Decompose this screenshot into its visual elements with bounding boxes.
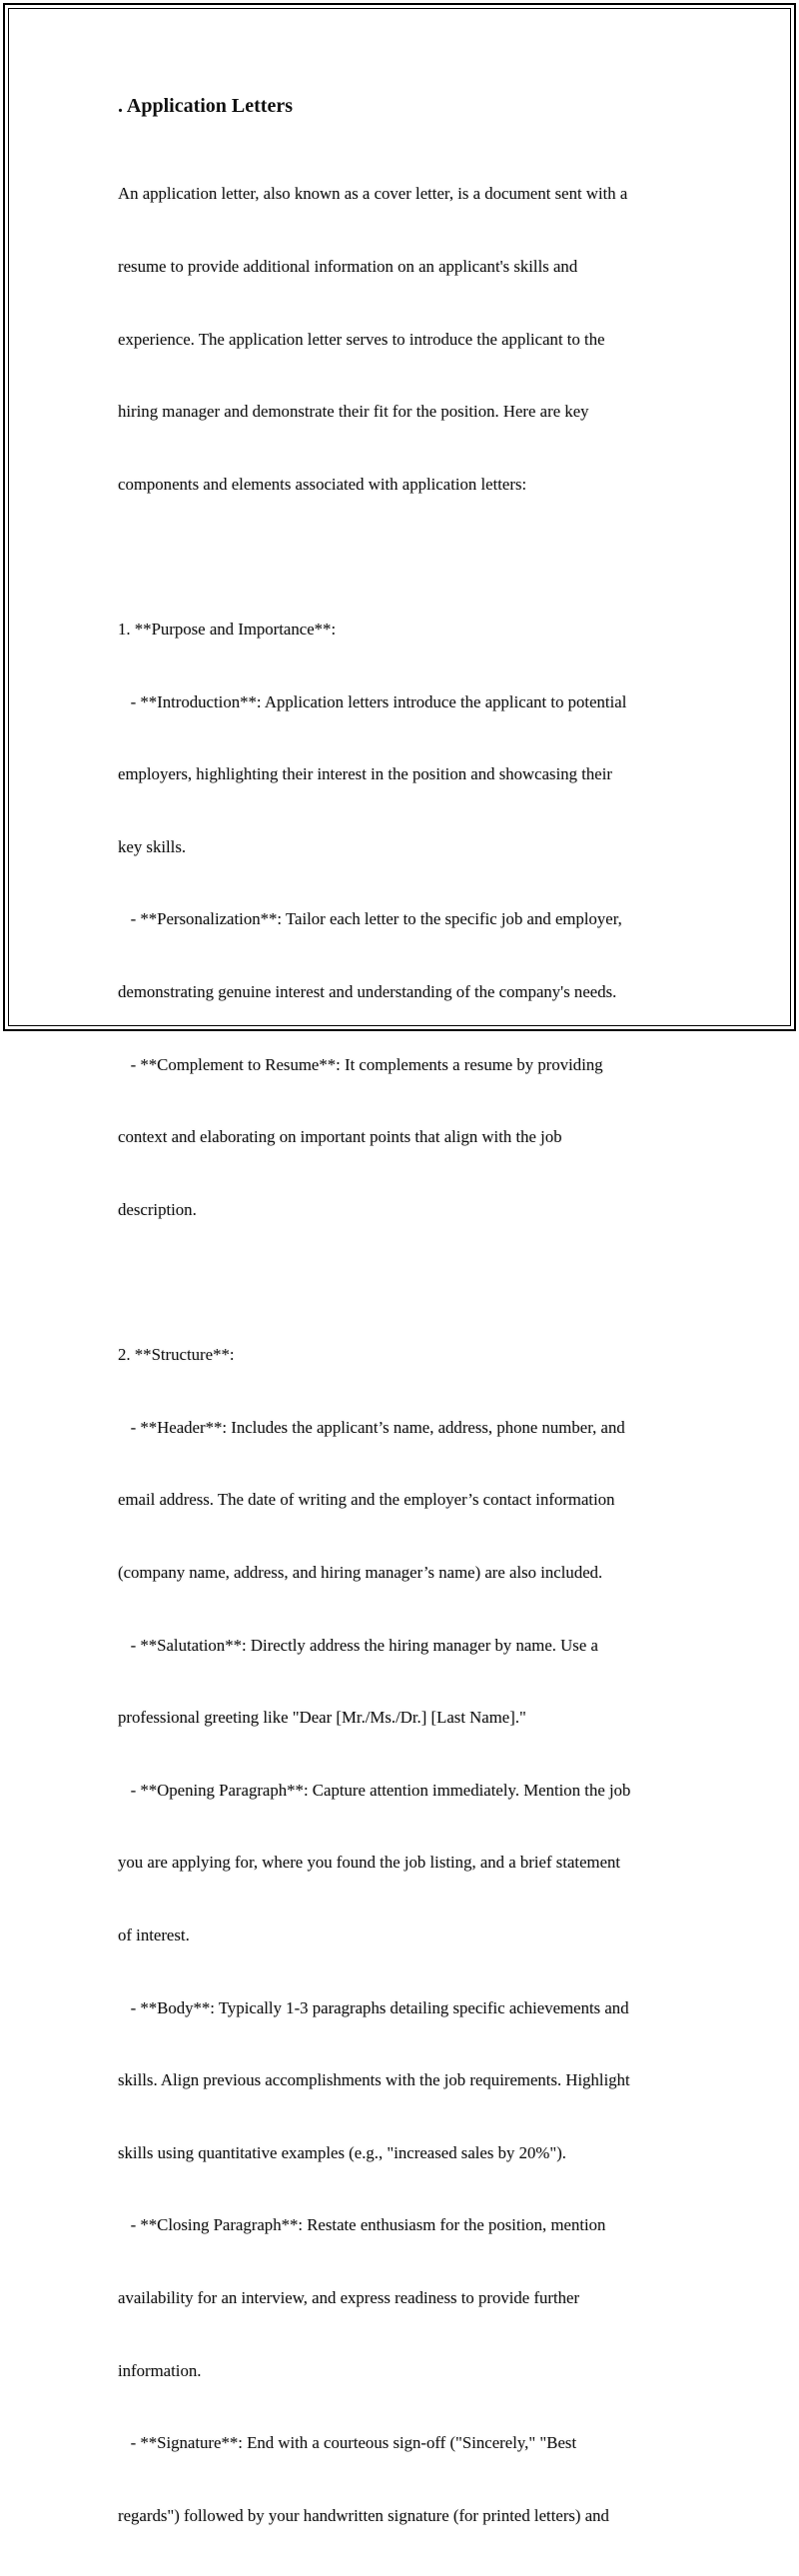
text-line: - **Complement to Resume**: It complements a resume by providing [118,1054,603,1074]
blank-line [118,1271,687,1295]
text-line: you are applying for, where you found the job listing, and a brief statement [118,1853,621,1873]
document-text [118,134,687,2576]
text-line: professional greeting like "Dear [Mr./Ms./Dr.] [Last Name]." [118,1708,526,1728]
text-line: - **Salutation**: Directly address the hiring manager by name. Use a [118,1635,598,1655]
text-line: key skills. [118,836,187,856]
text-line: description. [118,1199,197,1219]
text-line: - **Signature**: End with a courteous sign-off ("Sincerely," "Best [118,2433,577,2453]
text-line: - **Introduction**: Application letters introduce the applicant to potential [118,691,627,711]
text-line: - **Body**: Typically 1-3 paragraphs detailing specific achievements and [118,1997,629,2017]
text-line: information. [118,2360,202,2380]
list-heading: 1. **Purpose and Importance**: [118,620,337,640]
blank-line [118,545,687,569]
text-line: - **Personalization**: Tailor each letter to the specific job and employer, [118,909,622,929]
document-body [118,92,687,2576]
text-line: availability for an interview, and express readiness to provide further [118,2288,580,2308]
text-line: employers, highlighting their interest in the position and showcasing their [118,764,612,784]
text-line: - **Opening Paragraph**: Capture attention immediately. Mention the job [118,1780,631,1800]
text-line: (company name, address, and hiring manager’s name) are also included. [118,1562,603,1582]
text-line: context and elaborating on important points that align with the job [118,1127,562,1147]
text-line: experience. The application letter serves to introduce the applicant to the [118,329,605,349]
text-line: - **Header**: Includes the applicant’s name, address, phone number, and [118,1417,625,1437]
text-line: skills. Align previous accomplishments with the job requirements. Highlight [118,2070,630,2090]
text-line: An application letter, also known as a cover letter, is a document sent with a [118,184,628,204]
text-line: skills using quantitative examples (e.g., "increased sales by 20%"). [118,2142,566,2162]
list-heading: 2. **Structure**: [118,1345,235,1365]
text-line: resume to provide additional information on an applicant's skills and [118,257,578,277]
text-line: hiring manager and demonstrate their fit for the position. Here are key [118,402,589,422]
text-line: demonstrating genuine interest and understanding of the company's needs. [118,982,617,1002]
text-line: components and elements associated with application letters: [118,474,527,494]
text-line: of interest. [118,1926,190,1944]
text-line: - **Closing Paragraph**: Restate enthusiasm for the position, mention [118,2215,606,2235]
section-heading: . Application Letters [118,95,293,117]
text-line: email address. The date of writing and the employer’s contact information [118,1490,615,1510]
text-line: regards") followed by your handwritten signature (for printed letters) and [118,2505,609,2525]
